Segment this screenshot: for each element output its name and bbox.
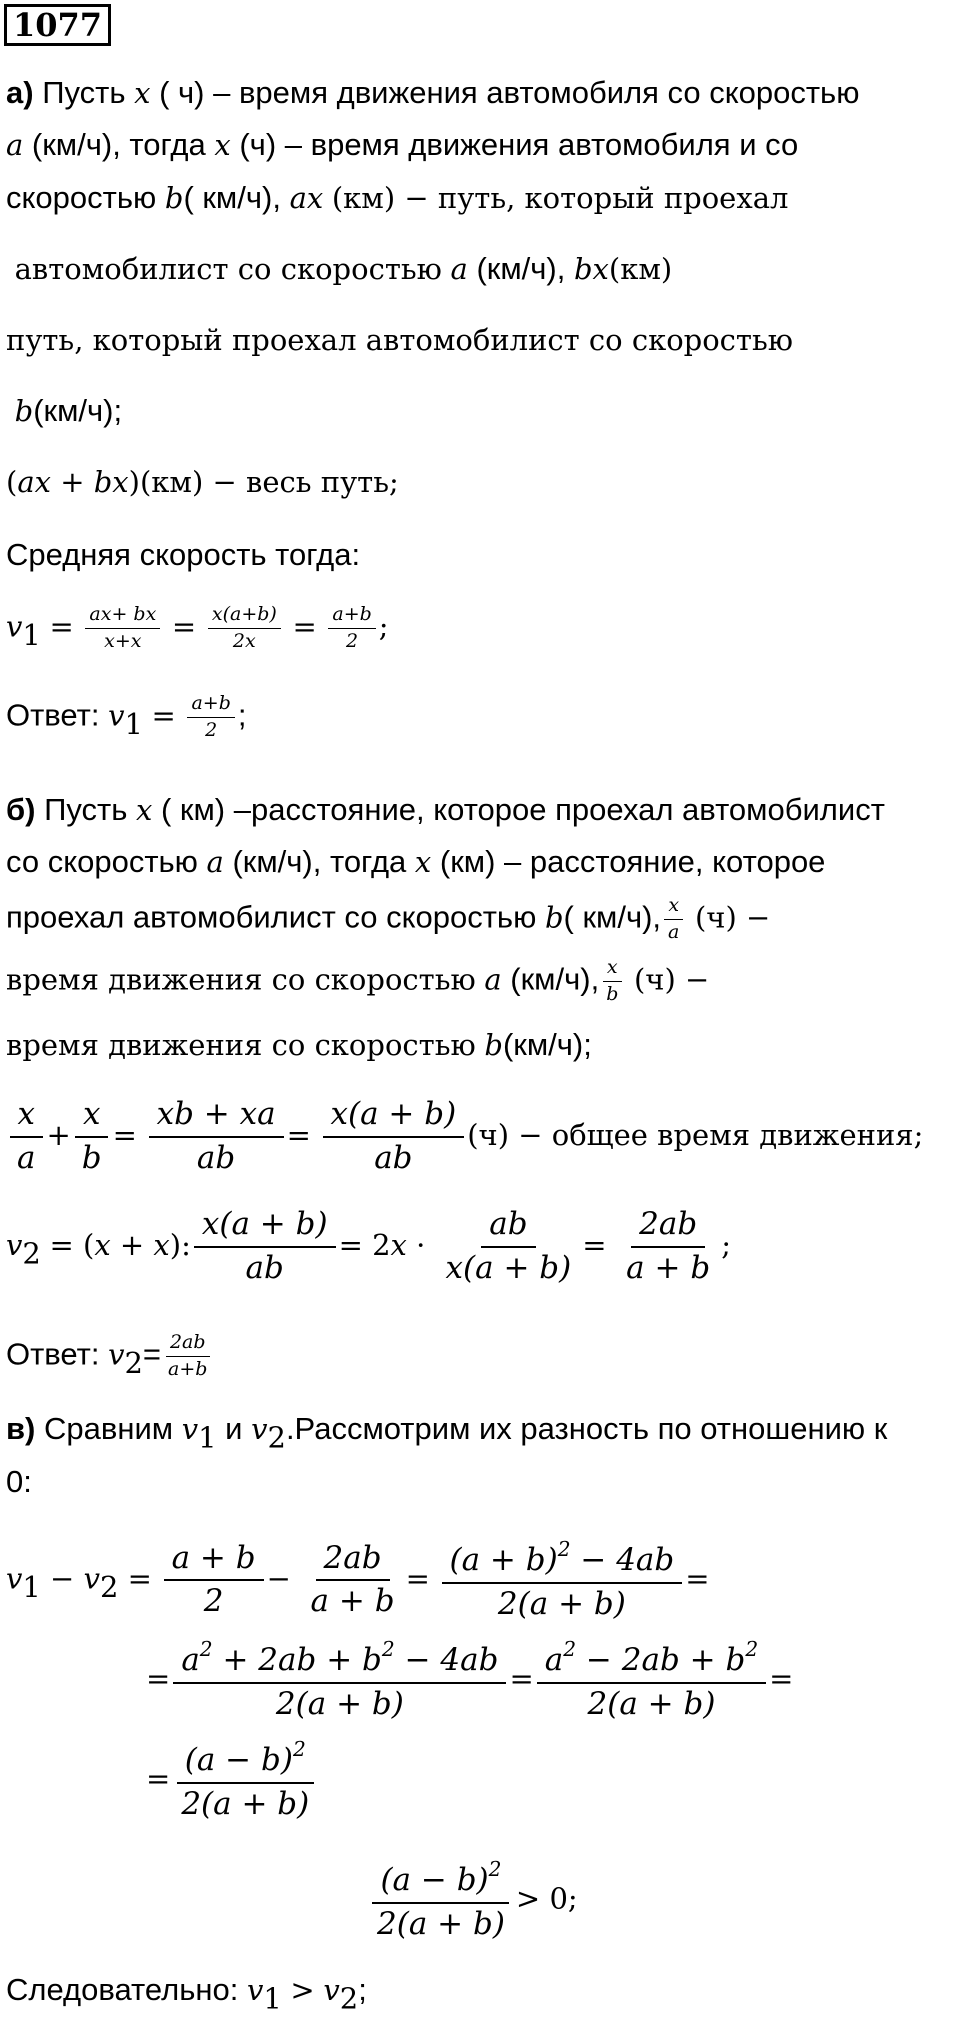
part-b-line4: время движения со скоростью a (км/ч), $\frac{x}{b}$ (ч) − bbox=[6, 956, 710, 1005]
part-a-line1: а) Пусть x ( ч) – время движения автомобиля со скоростью bbox=[6, 75, 860, 110]
part-a-line6: b(км/ч); bbox=[14, 393, 123, 428]
part-c-conclusion: Следовательно: $v_1 > v_2$; bbox=[6, 1972, 367, 2016]
part-a-line3: скоростью b( км/ч), ax (км) − путь, который проехал bbox=[6, 180, 789, 215]
part-c-line2: 0: bbox=[6, 1464, 32, 1499]
part-b-formula1: $\frac{x}{a}$ + $\frac{x}{b}$ = $\frac{xb + xa}{ab}$ = $\frac{x(a + b)}{ab}$ (ч) − общее время движения; bbox=[6, 1097, 923, 1176]
part-c-formula4: $\frac{(a - b)^2}{2(a + b)}$ > 0; bbox=[366, 1858, 578, 1942]
part-b-line2: со скоростью a (км/ч), тогда x (км) – расстояние, которое bbox=[6, 844, 826, 879]
part-a-formula: $v_1$ = $\frac{ax+ bx}{x+x}$ = $\frac{x(a+b)}{2x}$ = $\frac{a+b}{2}$ ; bbox=[6, 603, 389, 653]
part-a-answer: Ответ: $v_1$ = $\frac{a+b}{2}$ ; bbox=[6, 692, 247, 742]
part-b-line1: б) Пусть x ( км) –расстояние, которое проехал автомобилист bbox=[6, 792, 885, 827]
part-b-line5: время движения со скоростью b(км/ч); bbox=[6, 1027, 592, 1062]
part-b-answer: Ответ: $v_2=$ $\frac{2ab}{a+b}$ bbox=[6, 1332, 214, 1381]
part-c-formula1: $v_1 - v_2$ = $\frac{a + b}{2}$ − $\frac{2ab}{a + b}$ = $\frac{(a + b)^2 - 4ab}{2(a + b)}$ = bbox=[6, 1537, 710, 1622]
part-a-label: а) bbox=[6, 75, 34, 110]
part-a-line5: путь, который проехал автомобилист со скоростью bbox=[6, 323, 794, 357]
part-c-line1: в) Сравним $v_1$ и $v_2.Рассмотрим$ их разность по отношению к bbox=[6, 1411, 888, 1455]
part-a-line2: a (км/ч), тогда x (ч) – время движения автомобиля и со bbox=[6, 127, 799, 162]
part-c-formula2: = $\frac{a^2 + 2ab + b^2 - 4ab}{2(a + b)}$ = $\frac{a^2 - 2ab + b^2}{2(a + b)}$ = bbox=[146, 1637, 794, 1722]
part-a-line8: Средняя скорость тогда: bbox=[6, 537, 361, 572]
problem-number: 1077 bbox=[4, 4, 111, 46]
part-a-line4: автомобилист со скоростью a (км/ч), bx(км) bbox=[14, 251, 673, 286]
part-c-formula3: = $\frac{(a - b)^2}{2(a + b)}$ bbox=[146, 1738, 320, 1822]
part-b-formula2: $v_2 = (x + x)$: $\frac{x(a + b)}{ab}$ = 2x · $\frac{ab}{x(a + b)}$ = $\frac{2ab}{a + b}$ ; bbox=[6, 1206, 731, 1286]
part-c-label: в) bbox=[6, 1411, 36, 1446]
part-b-line3: проехал автомобилист со скоростью b( км/ч), $\frac{x}{a}$ (ч) − bbox=[6, 894, 771, 943]
part-a-line7: (ax + bx)(км) − весь путь; bbox=[6, 465, 399, 499]
part-b-label: б) bbox=[6, 792, 36, 827]
